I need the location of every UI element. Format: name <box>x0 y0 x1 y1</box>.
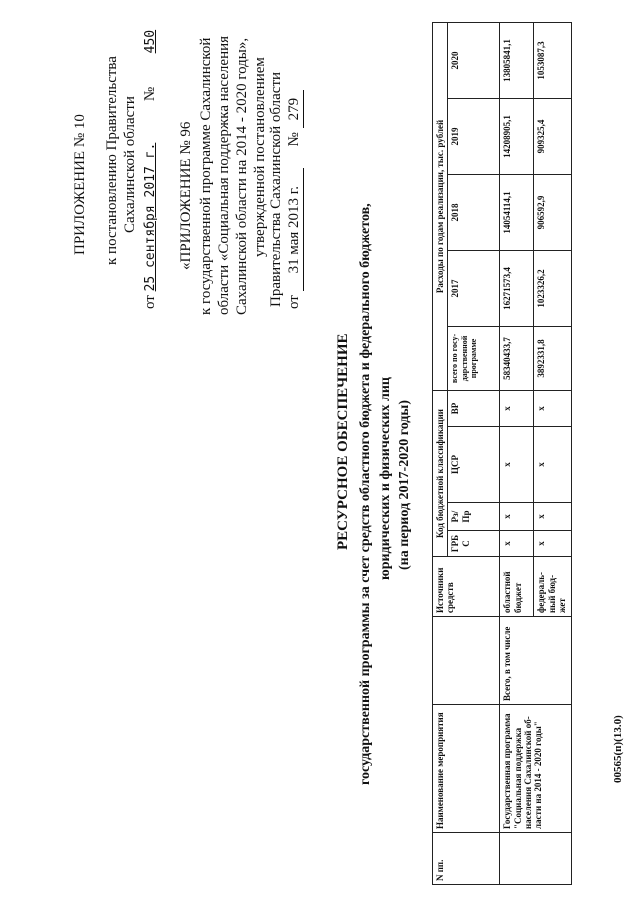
y2019-cell: 14208905,1 <box>500 98 534 174</box>
rzpr-cell: х <box>500 503 534 531</box>
row-num-cell <box>500 833 572 885</box>
total-cell: 58340433,7 <box>500 326 534 390</box>
appendix-96-line-1: к государственной программе Сахалинской <box>198 37 214 315</box>
appendix-96-title: «ПРИЛОЖЕНИЕ № 96 <box>178 121 194 270</box>
y2017-cell: 1023326,2 <box>534 250 572 326</box>
title-line-2: государственной программы за счет средств областного бюджета и федерального бюджетов, <box>358 203 373 785</box>
document-code: 00565(п)(13.0) <box>612 715 624 783</box>
csr-cell: х <box>500 427 534 503</box>
col-budget-code-header: Код бюджетной классификации <box>433 390 448 556</box>
header-row-1 <box>433 22 448 884</box>
col-2017-header: 2017 <box>448 250 500 326</box>
y2018-cell: 906592,9 <box>534 174 572 250</box>
resolution-number: 450 <box>143 29 158 54</box>
appendix-96-line-3: Сахалинской области на 2014 - 2020 годы», <box>234 37 250 315</box>
appendix-96-line-2: области «Социальная поддержка населения <box>216 35 232 315</box>
source-cell: федераль- ный бюд- жет <box>534 557 572 617</box>
col-2019-header: 2019 <box>448 98 500 174</box>
y2019-cell: 909325,4 <box>534 98 572 174</box>
col-2020-header: 2020 <box>448 22 500 98</box>
col-total-header: всего по госу- дарственной программе <box>448 326 500 390</box>
appendix-96-line-4: утвержденной постановлением <box>252 57 268 257</box>
grbs-cell: х <box>500 531 534 557</box>
col-source-header: Источники средств <box>433 557 500 617</box>
document-title: РЕСУРСНОЕ ОБЕСПЕЧЕНИЕ <box>335 333 351 550</box>
program-name-cell: Государственная программа "Социальная поддержка населения Сахалинской об- ласти на 2014 - 2020 годы" <box>500 705 572 833</box>
col-vr-header: ВР <box>448 390 500 426</box>
col-executor-header <box>433 617 500 705</box>
y2018-cell: 14054114,1 <box>500 174 534 250</box>
y2020-cell: 1053087,3 <box>534 22 572 98</box>
col-expenses-header: Расходы по годам реализации, тыс. рублей <box>433 22 448 390</box>
col-2018-header: 2018 <box>448 174 500 250</box>
col-num-header: N пп. <box>433 833 500 885</box>
resolution-date-line <box>142 30 159 309</box>
app96-number-label: № <box>286 132 302 147</box>
col-csr-header: ЦСР <box>448 427 500 503</box>
y2020-cell: 13805841,1 <box>500 22 534 98</box>
app96-date: 31 мая 2013 г. <box>286 168 304 291</box>
y2017-cell: 16271573,4 <box>500 250 534 326</box>
col-rzpr-header: Рз/ Пр <box>448 503 500 531</box>
grbs-cell: х <box>534 531 572 557</box>
appendix-title: ПРИЛОЖЕНИЕ № 10 <box>72 114 88 255</box>
appendix-96-date-line <box>286 90 304 309</box>
source-cell: областной бюджет <box>500 557 534 617</box>
number-label: № <box>142 86 158 102</box>
rzpr-cell: х <box>534 503 572 531</box>
resolution-line-1: к постановлению Правительства <box>104 56 120 265</box>
csr-cell: х <box>534 427 572 503</box>
vr-cell: х <box>500 390 534 426</box>
appendix-96-line-5: Правительства Сахалинской области <box>268 71 284 307</box>
resolution-line-2: Сахалинской области <box>122 96 138 233</box>
table-row <box>500 22 534 884</box>
title-line-3: юридических и физических лиц <box>378 377 393 580</box>
col-name-header: Наименование мероприятия <box>433 705 500 833</box>
app96-date-prefix: от <box>286 295 302 309</box>
col-grbs-header: ГРБ С <box>448 531 500 557</box>
resolution-date: 25 сентября 2017 г. <box>143 142 158 292</box>
resource-table <box>432 22 572 885</box>
vr-cell: х <box>534 390 572 426</box>
app96-number: 279 <box>286 90 304 129</box>
date-prefix: от <box>142 295 158 309</box>
title-line-4: (на период 2017-2020 годы) <box>397 400 412 570</box>
total-cell: 3892331,8 <box>534 326 572 390</box>
executor-cell: Всего, в том числе <box>500 617 572 705</box>
